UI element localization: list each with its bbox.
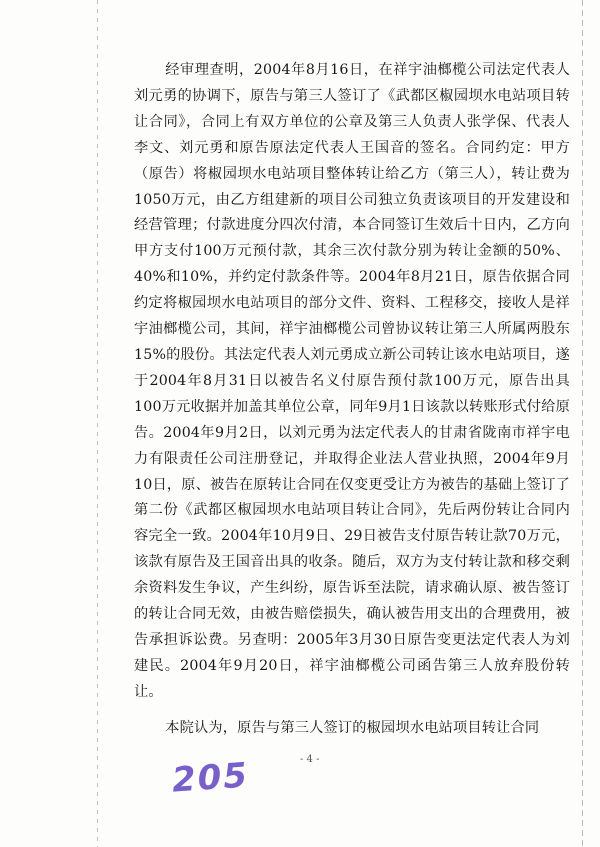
paragraph-findings: 经审理查明，2004年8月16日，在祥宇油榔榄公司法定代表人刘元勇的协调下，原告与第三人签订了《武都区椒园坝水电站项目转让合同》，合同上有双方单位的公章及第三人负责人张学保、代表人李文、刘元勇和原告原法定代表人王国音的签名。合同约定：甲方（原告）将椒园坝水电站项目整体转让给乙方（第三人），转让费为1050万元，由乙方组建新的项目公司独立负责该项目的开发建设和经营管理；付款进度分四次付清，本合同签订生效后十日内，乙方向甲方支付100万元预付款，其余三次付款分别为转让金额的50%、40%和10%，并约定付款条件等。2004年8月21日，原告依据合同约定将椒园坝水电站项目的部分文件、资料、工程移交，接收人是祥宇油榔榄公司，其间，祥宇油榔榄公司曾协议转让第三人所属两股东15%的股份。其法定代表人刘元勇成立新公司转让该水电站项目，遂于2004年8月31日以被告名义付原告预付款100万元，原告出具100万元收据并加盖其单位公章，同年9月1日该款以转账形式付给原告。2004年9月2日，以刘元勇为法定代表人的甘肃省陇南市祥宇电力有限责任公司注册登记，并取得企业法人营业执照，2004年9月10日，原、被告在原转让合同在仅变更受让方为被告的基础上签订了第二份《武都区椒园坝水电站项目转让合同》，先后两份转让合同内容完全一致。2004年10月9日、29日被告支付原告转让款70万元，该款有原告及王国音出具的收条。随后，双方为支付转让款和移交剩余资料发生争议，产生纠纷，原告诉至法院，请求确认原、被告签订的转让合同无效，由被告赔偿损失，确认被告用支出的合理费用，被告承担诉讼费。另查明：2005年3月30日原告变更法定代表人为刘建民。2004年9月20日，祥宇油榔榄公司函告第三人放弃股份转让。 xyxy=(134,62,570,700)
scan-artifact-line xyxy=(97,0,98,847)
scan-artifact-line xyxy=(582,0,583,847)
handwritten-annotation: 205 xyxy=(170,755,251,801)
page-number: - 4 - xyxy=(300,754,320,765)
document-body xyxy=(134,58,570,742)
paragraph-court-opinion: 本院认为，原告与第三人签订的椒园坝水电站项目转让合同 xyxy=(165,719,540,736)
